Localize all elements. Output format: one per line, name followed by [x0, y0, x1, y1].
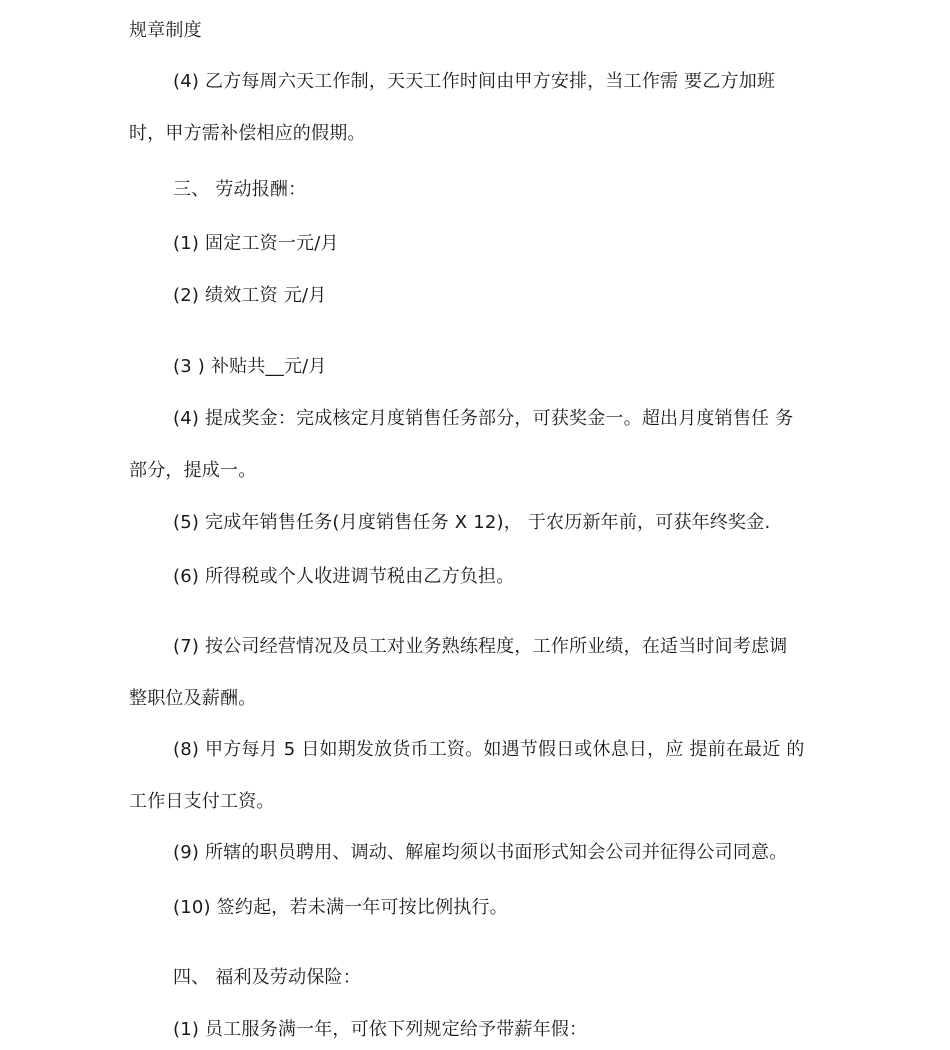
text-line-annual-bonus: (5) 完成年销售任务(月度销售任务 X 12)， 于农历新年前，可获年终奖金.	[173, 512, 771, 533]
text-line-salary-adjustment: (7) 按公司经营情况及员工对业务熟练程度，工作所业绩，在适当时间考虑调	[173, 636, 788, 657]
text-line-allowance: (3 ) 补贴共__元/月	[173, 356, 327, 377]
text-line-commission-cont: 部分，提成一。	[129, 460, 257, 481]
section-heading-benefits: 四、 福利及劳动保险：	[173, 967, 361, 988]
text-line-income-tax: (6) 所得税或个人收进调节税由乙方负担。	[173, 566, 515, 587]
text-line-fixed-salary: (1) 固定工资一元/月	[173, 233, 339, 254]
text-line-staff-changes: (9) 所辖的职员聘用、调动、解雇均须以书面形式知会公司并征得公司同意。	[173, 842, 788, 863]
text-line-annual-leave: (1) 员工服务满一年，可依下列规定给予带薪年假：	[173, 1019, 588, 1040]
text-line-payday: (8) 甲方每月 5 日如期发放货币工资。如遇节假日或休息日，应 提前在最近 的	[173, 739, 805, 760]
text-line-commission: (4) 提成奖金：完成核定月度销售任务部分，可获奖金一。超出月度销售任 务	[173, 408, 794, 429]
text-line-rules-heading: 规章制度	[129, 20, 202, 41]
text-line-workweek-cont: 时，甲方需补偿相应的假期。	[129, 123, 366, 144]
section-heading-compensation: 三、 劳动报酬：	[173, 179, 307, 200]
text-line-workweek: (4) 乙方每周六天工作制，天天工作时间由甲方安排，当工作需 要乙方加班	[173, 71, 776, 92]
text-line-prorate: (10) 签约起，若未满一年可按比例执行。	[173, 897, 508, 918]
text-line-performance-salary: (2) 绩效工资 元/月	[173, 285, 327, 306]
text-line-payday-cont: 工作日支付工资。	[129, 791, 275, 812]
text-line-salary-adjustment-cont: 整职位及薪酬。	[129, 688, 257, 709]
